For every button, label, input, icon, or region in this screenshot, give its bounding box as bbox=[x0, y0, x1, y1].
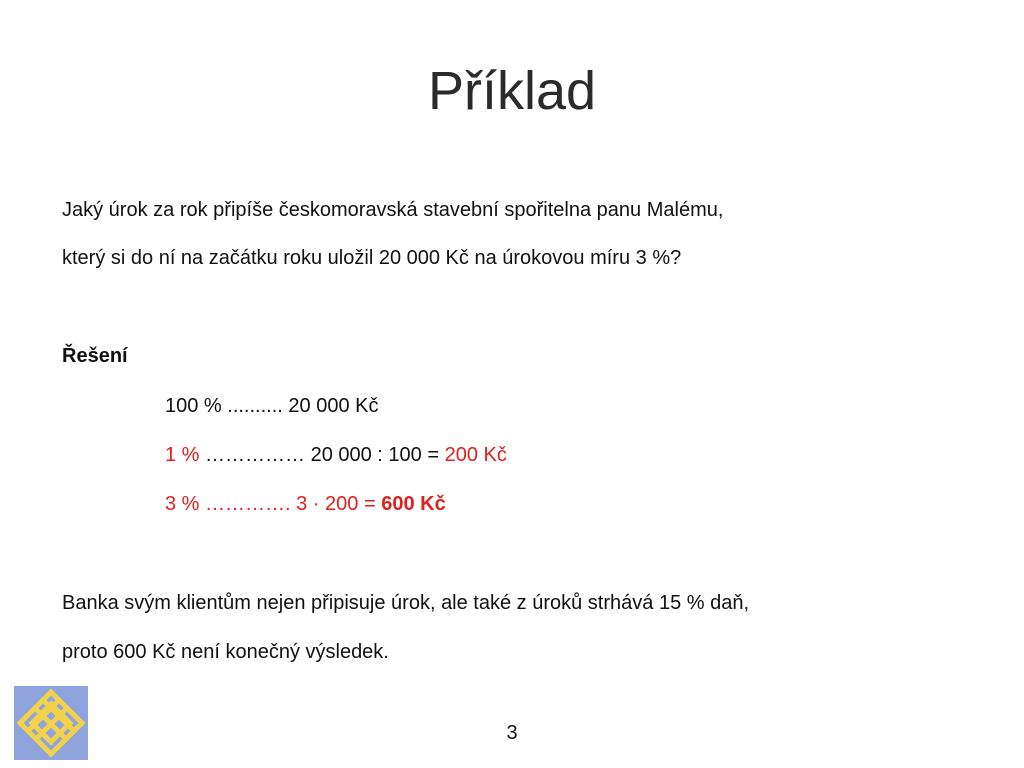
solution-row-3 bbox=[165, 494, 446, 514]
solution-row-3-result: 600 Kč bbox=[381, 493, 446, 515]
question-line-2: který si do ní na začátku roku uložil 20 000 Kč na úrokovou míru 3 %? bbox=[62, 247, 682, 269]
solution-row-2-result: 200 Kč bbox=[444, 444, 507, 466]
question-line-1: Jaký úrok za rok připíše českomoravská stavební spořitelna panu Malému, bbox=[62, 199, 724, 221]
page-number: 3 bbox=[506, 722, 518, 744]
solution-row-1: 100 % .......... 20 000 Kč bbox=[165, 395, 379, 417]
note-line-2: proto 600 Kč není konečný výsledek. bbox=[62, 641, 389, 663]
solution-row-2-calculation: …………… 20 000 : 100 = bbox=[199, 444, 445, 466]
slide-title: Příklad bbox=[427, 61, 597, 121]
solution-row-2-percent: 1 % bbox=[165, 444, 200, 466]
solution-row-3-percent: 3 % …………. bbox=[165, 493, 291, 515]
solution-row-2 bbox=[165, 445, 507, 465]
solution-heading: Řešení bbox=[62, 345, 128, 367]
solution-row-3-calculation: 3 · 200 = bbox=[290, 493, 382, 515]
note-line-1: Banka svým klientům nejen připisuje úrok, ale také z úroků strhává 15 % daň, bbox=[62, 592, 750, 614]
